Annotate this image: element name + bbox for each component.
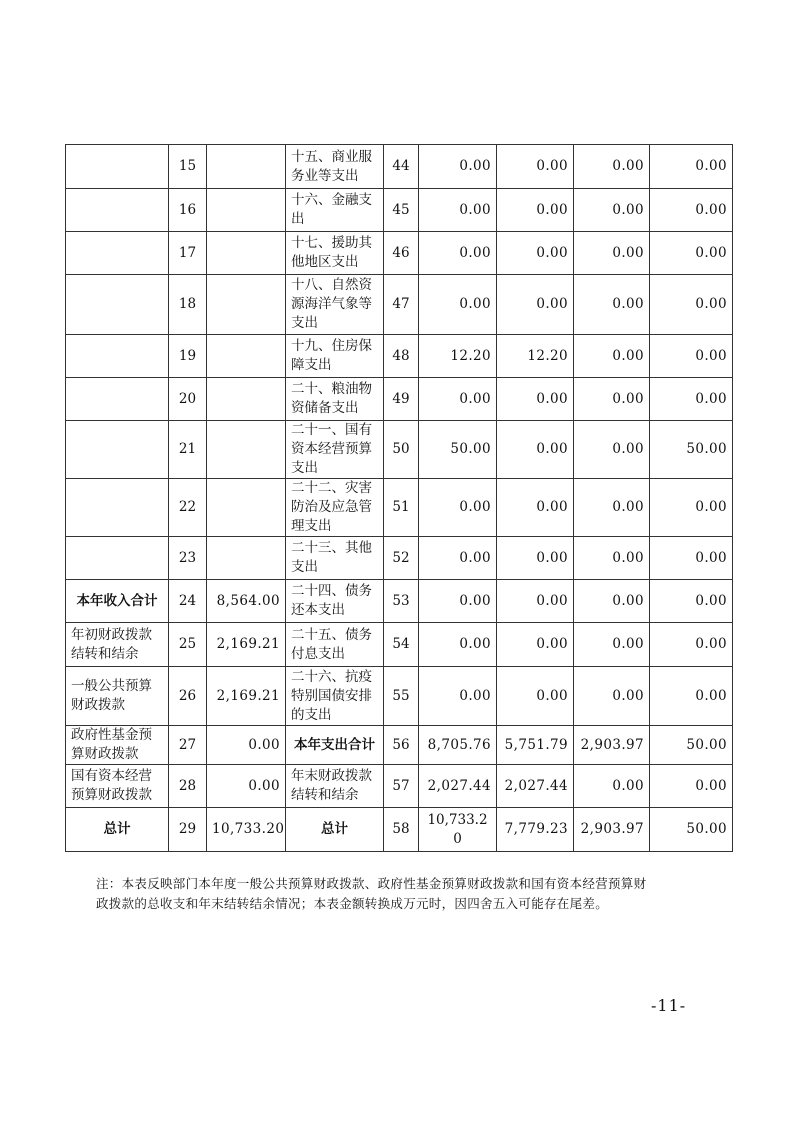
expense-total-cell: 0.00: [419, 145, 497, 189]
expense-total-cell: 0.00: [419, 479, 497, 537]
expense-line-no-cell: 45: [384, 189, 419, 232]
income-line-no-cell: 20: [169, 378, 207, 421]
state-capital-cell: 0.00: [650, 623, 733, 667]
general-budget-cell: 2,027.44: [497, 765, 574, 808]
table-row: [66, 335, 733, 378]
expense-line-no-cell: 55: [384, 667, 419, 726]
table-row: [66, 378, 733, 421]
income-line-no-cell: 28: [169, 765, 207, 808]
income-amount-cell: 8,564.00: [207, 580, 286, 623]
state-capital-cell: 50.00: [650, 808, 733, 852]
gov-fund-cell: 0.00: [574, 232, 650, 275]
state-capital-cell: 50.00: [650, 421, 733, 479]
expense-item-cell: 二十二、灾害防治及应急管理支出: [286, 479, 384, 537]
expense-line-no-cell: 57: [384, 765, 419, 808]
income-item-cell: [66, 145, 169, 189]
income-item-cell: [66, 421, 169, 479]
expense-line-no-cell: 47: [384, 275, 419, 335]
expense-total-cell: 0.00: [419, 189, 497, 232]
income-amount-cell: [207, 232, 286, 275]
table-note: [96, 874, 716, 914]
expense-item-cell: 总计: [286, 808, 384, 852]
note-line-2: 政拨款的总收支和年末结转结余情况；本表金额转换成万元时，因四舍五入可能存在尾差。: [96, 896, 609, 911]
income-item-cell: [66, 378, 169, 421]
expense-line-no-cell: 44: [384, 145, 419, 189]
general-budget-cell: 7,779.23: [497, 808, 574, 852]
income-line-no-cell: 19: [169, 335, 207, 378]
expense-line-no-cell: 53: [384, 580, 419, 623]
table-row: [66, 765, 733, 808]
income-item-cell: 本年收入合计: [66, 580, 169, 623]
expense-line-no-cell: 50: [384, 421, 419, 479]
expense-total-cell: 0.00: [419, 275, 497, 335]
expense-total-cell: 2,027.44: [419, 765, 497, 808]
general-budget-cell: 0.00: [497, 479, 574, 537]
income-amount-cell: [207, 189, 286, 232]
state-capital-cell: 0.00: [650, 145, 733, 189]
expense-line-no-cell: 54: [384, 623, 419, 667]
expense-item-cell: 二十五、债务付息支出: [286, 623, 384, 667]
income-item-cell: 政府性基金预算财政拨款: [66, 726, 169, 765]
gov-fund-cell: 0.00: [574, 189, 650, 232]
budget-table: [65, 144, 733, 852]
table-row: [66, 667, 733, 726]
general-budget-cell: 0.00: [497, 189, 574, 232]
expense-line-no-cell: 56: [384, 726, 419, 765]
expense-item-cell: 十六、金融支出: [286, 189, 384, 232]
income-line-no-cell: 27: [169, 726, 207, 765]
income-amount-cell: [207, 275, 286, 335]
income-line-no-cell: 26: [169, 667, 207, 726]
state-capital-cell: 0.00: [650, 189, 733, 232]
income-amount-cell: [207, 479, 286, 537]
table-body: [66, 145, 733, 852]
income-line-no-cell: 15: [169, 145, 207, 189]
expense-line-no-cell: 58: [384, 808, 419, 852]
expense-total-cell: 0.00: [419, 537, 497, 580]
table-row: [66, 623, 733, 667]
general-budget-cell: 0.00: [497, 275, 574, 335]
table-row: [66, 232, 733, 275]
expense-line-no-cell: 52: [384, 537, 419, 580]
gov-fund-cell: 0.00: [574, 378, 650, 421]
table-row: [66, 421, 733, 479]
general-budget-cell: 0.00: [497, 667, 574, 726]
income-line-no-cell: 29: [169, 808, 207, 852]
income-amount-cell: 2,169.21: [207, 667, 286, 726]
state-capital-cell: 50.00: [650, 726, 733, 765]
table-row: [66, 145, 733, 189]
income-item-cell: [66, 537, 169, 580]
table-row: [66, 479, 733, 537]
income-amount-cell: 10,733.20: [207, 808, 286, 852]
gov-fund-cell: 0.00: [574, 623, 650, 667]
income-line-no-cell: 16: [169, 189, 207, 232]
gov-fund-cell: 2,903.97: [574, 808, 650, 852]
expense-total-cell: 12.20: [419, 335, 497, 378]
income-amount-cell: [207, 335, 286, 378]
income-item-cell: 总计: [66, 808, 169, 852]
general-budget-cell: 0.00: [497, 378, 574, 421]
gov-fund-cell: 0.00: [574, 421, 650, 479]
income-line-no-cell: 18: [169, 275, 207, 335]
state-capital-cell: 0.00: [650, 335, 733, 378]
general-budget-cell: 0.00: [497, 421, 574, 479]
gov-fund-cell: 0.00: [574, 537, 650, 580]
state-capital-cell: 0.00: [650, 232, 733, 275]
state-capital-cell: 0.00: [650, 667, 733, 726]
gov-fund-cell: 0.00: [574, 580, 650, 623]
income-amount-cell: 2,169.21: [207, 623, 286, 667]
general-budget-cell: 5,751.79: [497, 726, 574, 765]
expense-item-cell: 十九、住房保障支出: [286, 335, 384, 378]
gov-fund-cell: 0.00: [574, 479, 650, 537]
state-capital-cell: 0.00: [650, 765, 733, 808]
expense-total-cell: 0.00: [419, 580, 497, 623]
income-line-no-cell: 17: [169, 232, 207, 275]
general-budget-cell: 0.00: [497, 537, 574, 580]
gov-fund-cell: 0.00: [574, 765, 650, 808]
income-line-no-cell: 24: [169, 580, 207, 623]
expense-line-no-cell: 51: [384, 479, 419, 537]
expense-item-cell: 二十四、债务还本支出: [286, 580, 384, 623]
income-amount-cell: 0.00: [207, 765, 286, 808]
expense-line-no-cell: 49: [384, 378, 419, 421]
income-item-cell: 年初财政拨款结转和结余: [66, 623, 169, 667]
expense-line-no-cell: 46: [384, 232, 419, 275]
expense-item-cell: 十五、商业服务业等支出: [286, 145, 384, 189]
state-capital-cell: 0.00: [650, 580, 733, 623]
table-row: [66, 537, 733, 580]
expense-total-cell: 10,733.20: [419, 808, 497, 852]
expense-total-cell: 50.00: [419, 421, 497, 479]
income-item-cell: 一般公共预算财政拨款: [66, 667, 169, 726]
expense-total-cell: 0.00: [419, 667, 497, 726]
expense-item-cell: 本年支出合计: [286, 726, 384, 765]
expense-item-cell: 十八、自然资源海洋气象等支出: [286, 275, 384, 335]
expense-total-cell: 8,705.76: [419, 726, 497, 765]
expense-item-cell: 二十一、国有资本经营预算支出: [286, 421, 384, 479]
expense-item-cell: 二十三、其他支出: [286, 537, 384, 580]
table-row: [66, 189, 733, 232]
income-item-cell: 国有资本经营预算财政拨款: [66, 765, 169, 808]
expense-total-cell: 0.00: [419, 232, 497, 275]
expense-item-cell: 二十六、抗疫特别国债安排的支出: [286, 667, 384, 726]
table-row: [66, 580, 733, 623]
gov-fund-cell: 0.00: [574, 667, 650, 726]
income-item-cell: [66, 479, 169, 537]
state-capital-cell: 0.00: [650, 479, 733, 537]
expense-item-cell: 年末财政拨款结转和结余: [286, 765, 384, 808]
gov-fund-cell: 0.00: [574, 145, 650, 189]
table-row: [66, 726, 733, 765]
note-line-1: 注：本表反映部门本年度一般公共预算财政拨款、政府性基金预算财政拨款和国有资本经营预算财: [96, 876, 647, 891]
general-budget-cell: 0.00: [497, 232, 574, 275]
income-amount-cell: 0.00: [207, 726, 286, 765]
income-item-cell: [66, 189, 169, 232]
income-line-no-cell: 25: [169, 623, 207, 667]
state-capital-cell: 0.00: [650, 537, 733, 580]
income-line-no-cell: 21: [169, 421, 207, 479]
table-row: [66, 808, 733, 852]
gov-fund-cell: 0.00: [574, 275, 650, 335]
income-item-cell: [66, 275, 169, 335]
expense-item-cell: 二十、粮油物资储备支出: [286, 378, 384, 421]
expense-line-no-cell: 48: [384, 335, 419, 378]
expense-item-cell: 十七、援助其他地区支出: [286, 232, 384, 275]
general-budget-cell: 0.00: [497, 623, 574, 667]
income-amount-cell: [207, 378, 286, 421]
general-budget-cell: 0.00: [497, 145, 574, 189]
gov-fund-cell: 2,903.97: [574, 726, 650, 765]
income-amount-cell: [207, 145, 286, 189]
income-line-no-cell: 23: [169, 537, 207, 580]
general-budget-cell: 0.00: [497, 580, 574, 623]
expense-total-cell: 0.00: [419, 378, 497, 421]
state-capital-cell: 0.00: [650, 378, 733, 421]
income-amount-cell: [207, 421, 286, 479]
table-row: [66, 275, 733, 335]
gov-fund-cell: 0.00: [574, 335, 650, 378]
page-number: -11-: [651, 996, 687, 1015]
expense-total-cell: 0.00: [419, 623, 497, 667]
income-line-no-cell: 22: [169, 479, 207, 537]
income-item-cell: [66, 232, 169, 275]
income-amount-cell: [207, 537, 286, 580]
general-budget-cell: 12.20: [497, 335, 574, 378]
income-item-cell: [66, 335, 169, 378]
state-capital-cell: 0.00: [650, 275, 733, 335]
